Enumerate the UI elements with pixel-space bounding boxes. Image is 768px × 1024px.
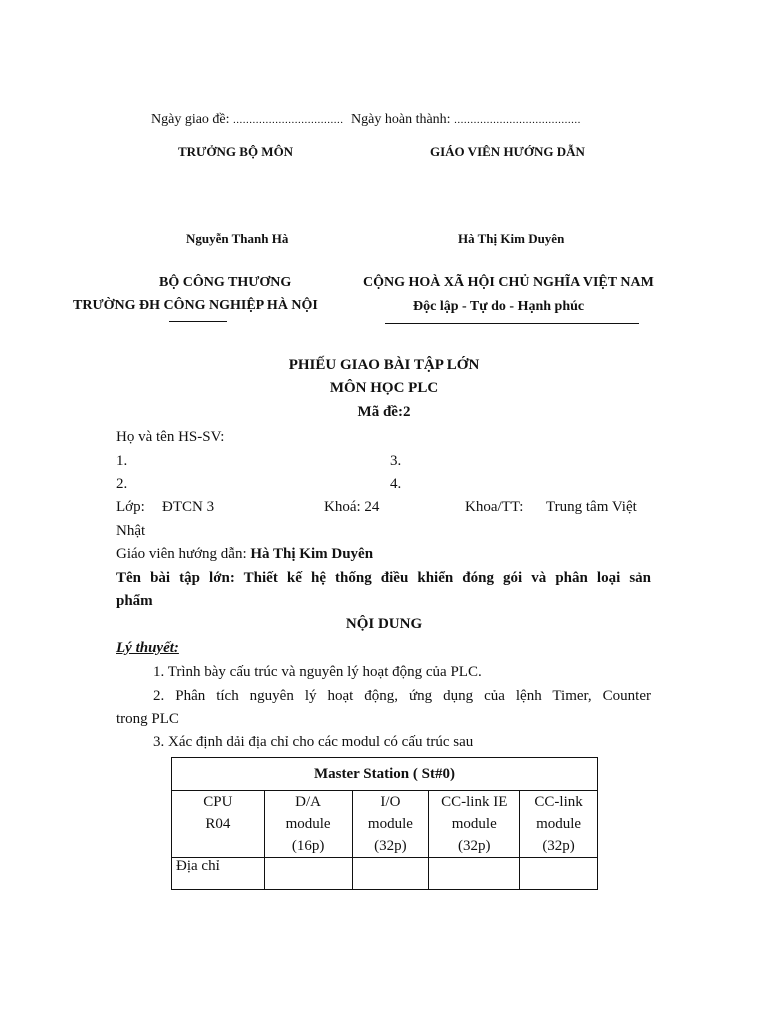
class-value: ĐTCN 3 [162,499,215,515]
cell-text: CPU [203,794,233,810]
student-3: 3. [390,453,402,469]
assignment-label: Tên bài tập lớn: [116,570,235,586]
class-label: Lớp: [116,499,145,515]
cell-text: D/A [295,794,322,810]
university-underline [169,321,227,322]
theory-item-3: 3. Xác định dải địa chỉ cho các modul có cấu trúc sau [153,734,474,750]
document-title: PHIẾU GIAO BÀI TẬP LỚN [288,357,480,373]
cell-text: module [451,816,497,832]
cell-text: module [285,816,331,832]
table-module-row [172,791,598,858]
cell-text: module [536,816,582,832]
cell-text: (32p) [374,838,407,854]
date-done-dots: ....................................... [454,114,581,126]
address-table [171,757,598,890]
university-name: TRƯỜNG ĐH CÔNG NGHIỆP HÀ NỘI [73,298,318,313]
faculty-value: Trung tâm Việt [546,499,637,515]
instructor-role-label: GIÁO VIÊN HƯỚNG DẪN [430,144,585,159]
head-of-department-name: Nguyễn Thanh Hà [186,231,289,246]
table-header-row [172,758,598,791]
student-4: 4. [390,476,402,492]
address-cell-io [352,858,429,890]
table-cell-cclink-module [520,791,598,858]
assignment-title: Thiết kế hệ thống điều khiển đóng gói và phân loại sản [243,570,651,586]
faculty-value-continued: Nhật [116,523,146,539]
table-address-row [172,858,598,890]
address-cell-da [264,858,352,890]
theory-item-1: 1. Trình bày cấu trúc và nguyên lý hoạt động của PLC. [153,664,482,680]
motto-underline [385,323,639,324]
cell-text: (32p) [457,838,491,854]
cell-text: CC-link [534,794,583,810]
student-1: 1. [116,453,128,469]
student-2: 2. [116,476,128,492]
exam-code: Mã đề:2 [357,404,411,420]
cell-text: I/O [380,794,401,810]
national-motto: Độc lập - Tự do - Hạnh phúc [413,299,585,314]
date-done-label: Ngày hoàn thành: [351,112,451,127]
table-header-cell: Master Station ( St#0) [172,758,598,791]
instructor-name: Hà Thị Kim Duyên [250,546,374,562]
faculty-label: Khoa/TT: [465,499,524,515]
cell-text: R04 [205,816,231,832]
address-label-cell: Địa chỉ [172,858,265,890]
country-name: CỘNG HOÀ XÃ HỘI CHỦ NGHĨA VIỆT NAM [363,275,654,290]
students-label: Họ và tên HS-SV: [116,429,225,445]
ministry-name: BỘ CÔNG THƯƠNG [159,275,292,290]
instructor-signature-name: Hà Thị Kim Duyên [458,231,565,246]
table-cell-da-module [264,791,352,858]
theory-item-2: 2. Phân tích nguyên lý hoạt động, ứng dụng của lệnh Timer, Counter [153,688,651,704]
content-heading: NỘI DUNG [345,616,423,632]
subject-title: MÔN HỌC PLC [329,380,439,396]
cell-text: CC-link IE [441,794,508,810]
cell-text: (32p) [542,838,575,854]
address-cell-cclink-ie [429,858,520,890]
table-cell-io-module [352,791,429,858]
theory-item-2-continued: trong PLC [116,711,179,727]
year-label: Khoá: 24 [324,499,380,515]
cell-text: module [367,816,413,832]
address-cell-cclink [520,858,598,890]
date-given-label: Ngày giao đề: [151,112,230,127]
date-given-dots: .................................. [233,114,344,126]
table-cell-cpu [172,791,265,858]
instructor-line [116,546,373,563]
date-given-line [151,112,581,128]
theory-heading: Lý thuyết: [116,640,179,656]
table-cell-cclink-ie-module [429,791,520,858]
assignment-title-continued: phẩm [116,593,153,609]
head-of-department-label: TRƯỞNG BỘ MÔN [178,144,294,159]
cell-text: (16p) [291,838,325,854]
assignment-line-1 [116,570,651,587]
instructor-label: Giáo viên hướng dẫn: [116,546,247,562]
